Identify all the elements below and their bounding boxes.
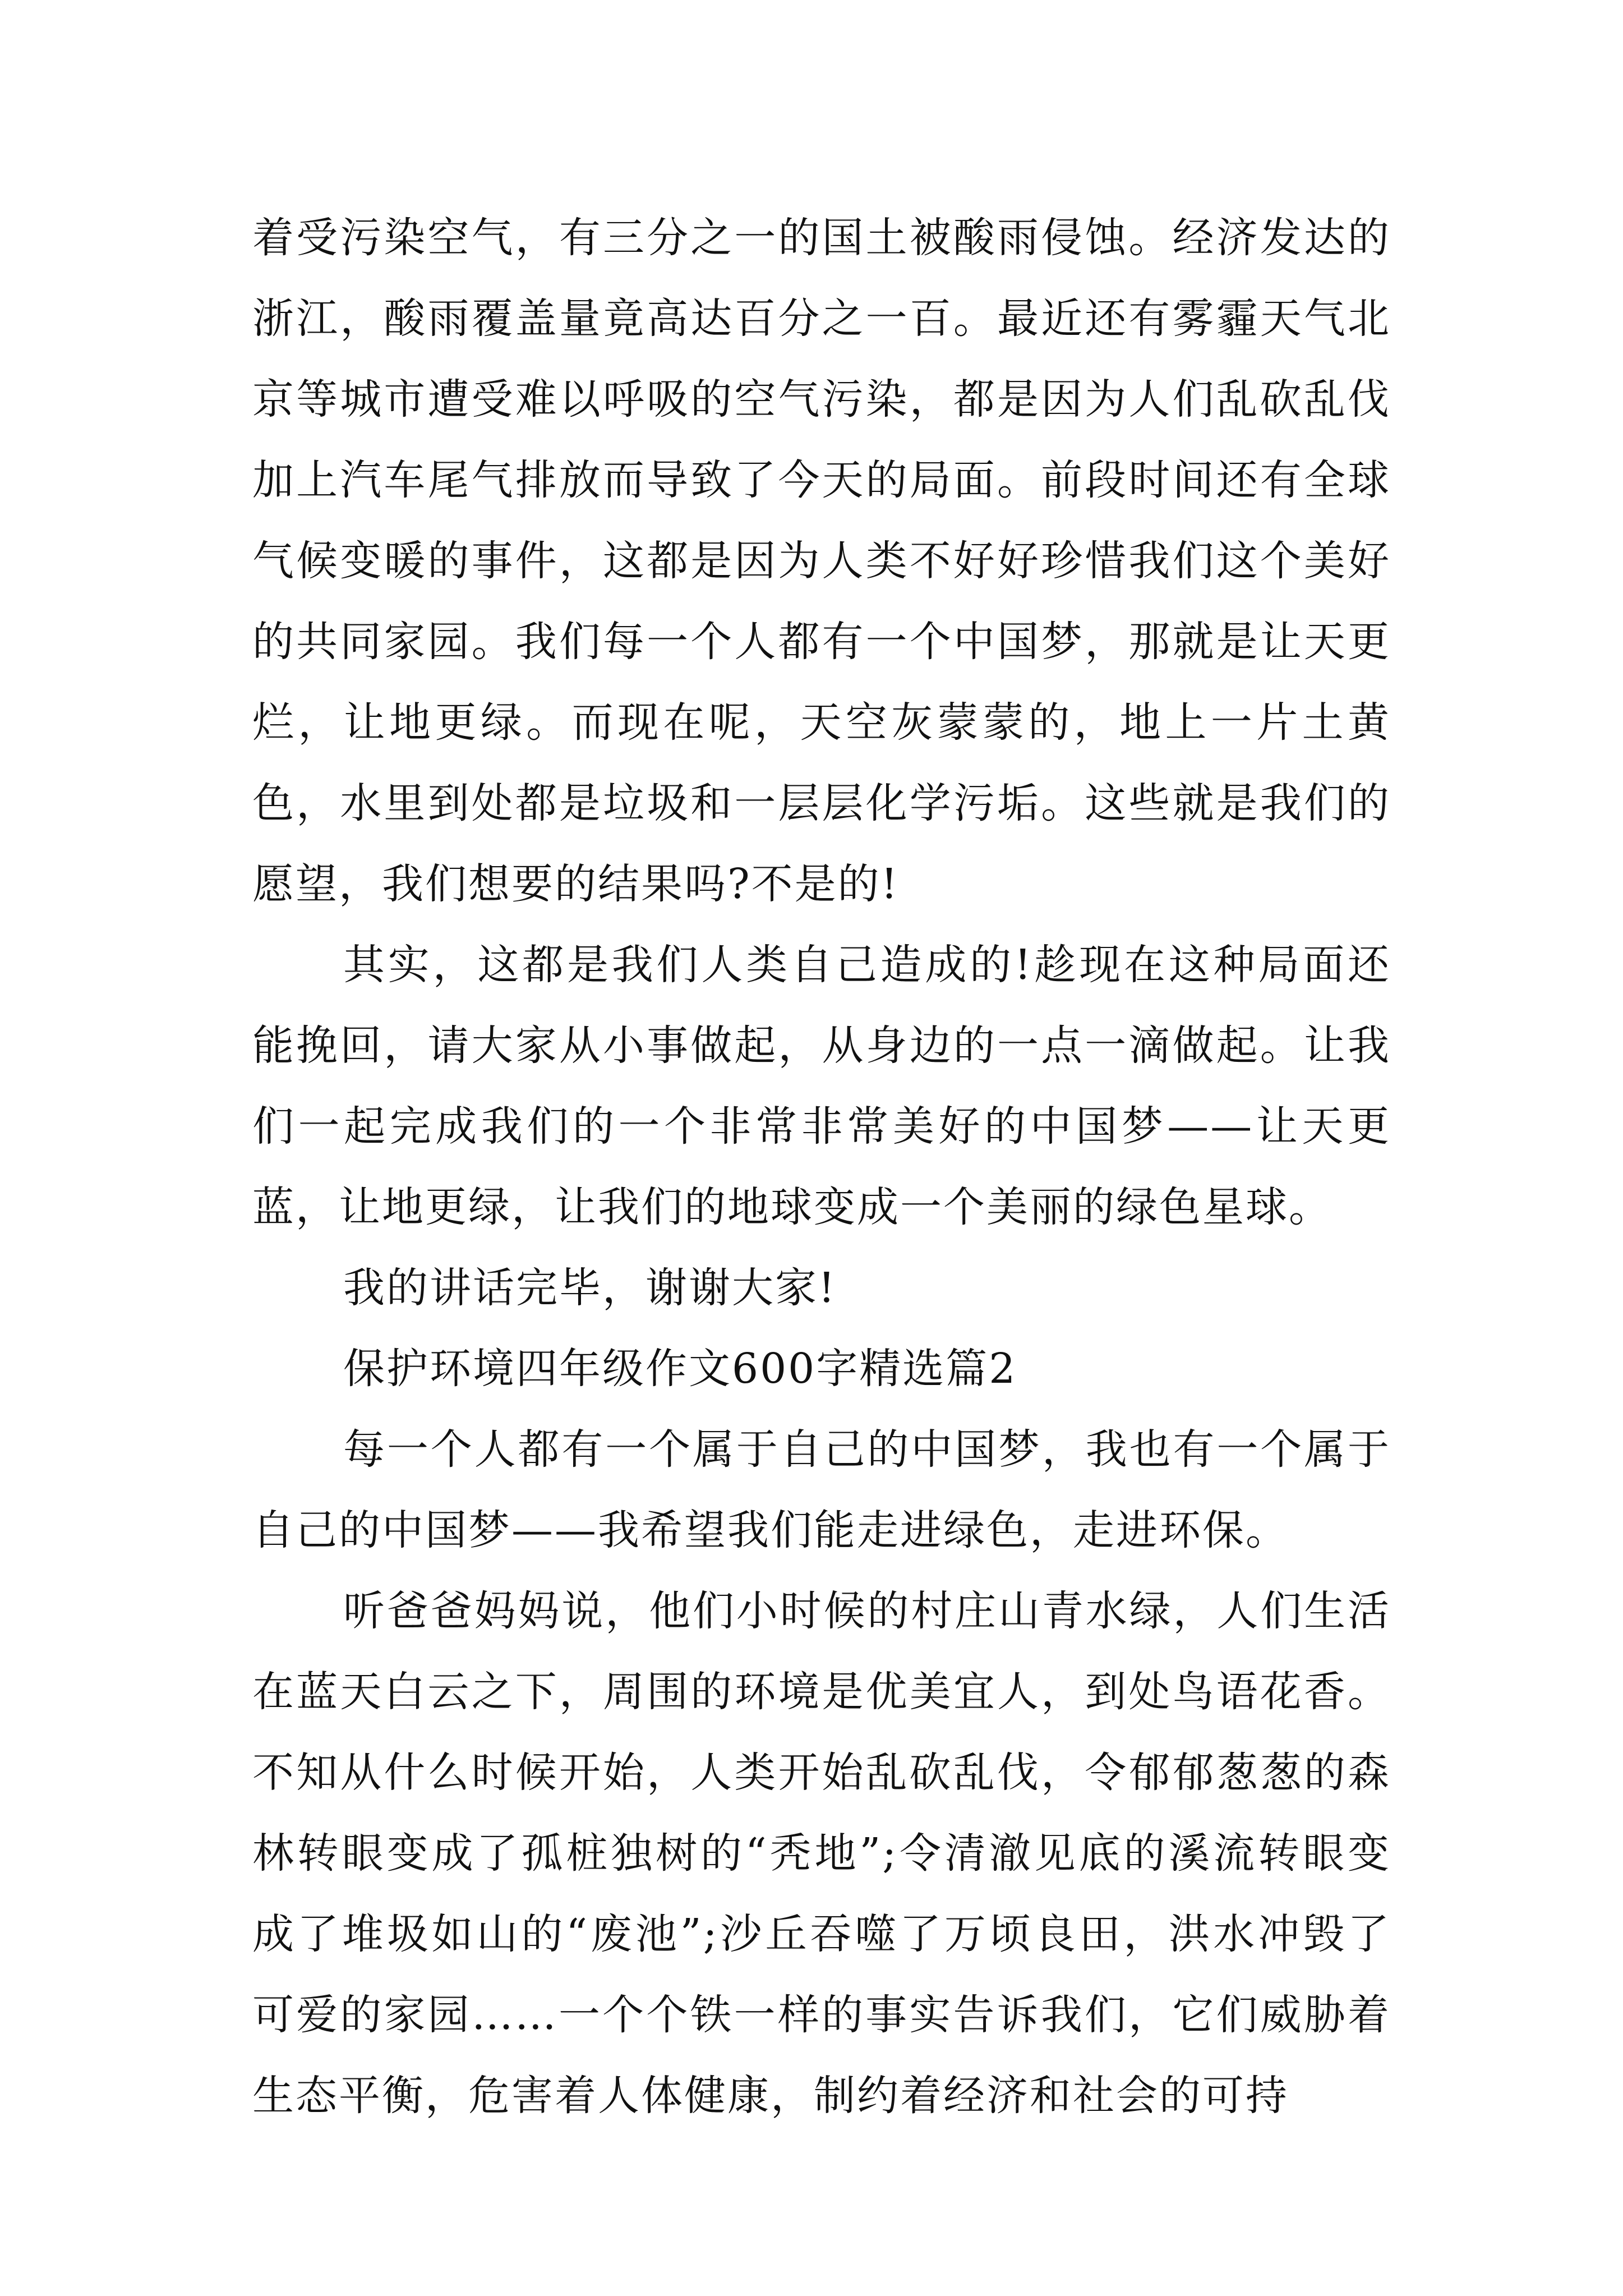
- paragraph-closing: 我的讲话完毕，谢谢大家!: [343, 1264, 837, 1312]
- section-heading: 保护环境四年级作文600字精选篇2: [343, 1345, 1017, 1393]
- document-body: [252, 197, 1391, 2136]
- paragraph-continuation: 着受污染空气，有三分之一的国土被酸雨侵蚀。经济发达的浙江，酸雨覆盖量竟高达百分之一百。最近还有雾霾天气北京等城市遭受难以呼吸的空气污染，都是因为人们乱砍乱伐加上汽车尾气排放而导致了今天的局面。前段时间还有全球气候变暖的事件，这都是因为人类不好好珍惜我们这个美好的共同家园。我们每一个人都有一个中国梦，那就是让天更烂，让地更绿。而现在呢，天空灰蒙蒙的，地上一片土黄色，水里到处都是垃圾和一层层化学污垢。这些就是我们的愿望，我们想要的结果吗?不是的!: [252, 214, 1391, 908]
- paragraph-story: 听爸爸妈妈说，他们小时候的村庄山青水绿，人们生活在蓝天白云之下，周围的环境是优美宜人，到处鸟语花香。不知从什么时候开始，人类开始乱砍乱伐，令郁郁葱葱的森林转眼变成了孤桩独树的“秃地”;令清澈见底的溪流转眼变成了堆圾如山的“废池”;沙丘吞噬了万顷良田，洪水冲毁了可爱的家园……一个个铁一样的事实告诉我们，它们威胁着生态平衡，危害着人体健康，制约着经济和社会的可持: [252, 1587, 1391, 2120]
- paragraph-appeal: 其实，这都是我们人类自己造成的!趁现在这种局面还能挽回，请大家从小事做起，从身边的一点一滴做起。让我们一起完成我们的一个非常非常美好的中国梦——让天更蓝，让地更绿，让我们的地球变成一个美丽的绿色星球。: [252, 941, 1391, 1231]
- paragraph-dream: 每一个人都有一个属于自己的中国梦，我也有一个属于自己的中国梦——我希望我们能走进绿色，走进环保。: [252, 1425, 1391, 1554]
